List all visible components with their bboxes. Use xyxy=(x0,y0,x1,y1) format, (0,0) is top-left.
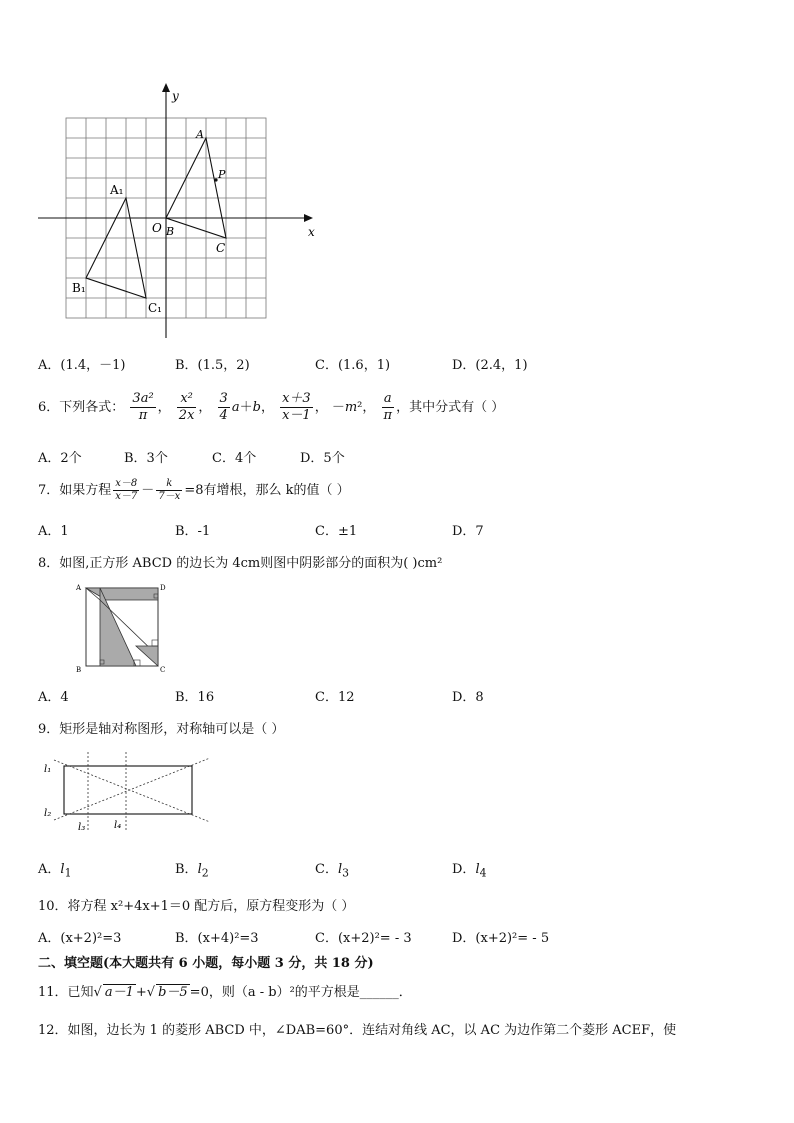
q6-option-a: A．2个 xyxy=(38,451,82,466)
label-c: C xyxy=(216,241,226,255)
label-l2: l₂ xyxy=(44,808,52,819)
y-axis-label: y xyxy=(172,89,179,103)
q6-suffix: ，其中分式有（ ） xyxy=(396,400,505,415)
q10-option-b: B．(x+4)²=3 xyxy=(175,931,259,946)
q10-option-a: A．(x+2)²=3 xyxy=(38,931,122,946)
label-p: P xyxy=(218,168,226,181)
axes xyxy=(38,86,310,338)
triangle-abc xyxy=(166,138,226,238)
x-axis-arrow xyxy=(304,214,313,222)
expr-x3-over-x1: $\frac{x+3}{x-1}$ xyxy=(282,391,311,423)
coordinate-figure xyxy=(30,80,330,342)
q9-option-b: B．$l_2$ xyxy=(175,862,209,880)
q7-suffix: =8有增根，那么 k的值（ ） xyxy=(184,483,350,498)
expr-k-over-7x: $\frac{k}{7-x}$ xyxy=(158,478,181,502)
expr-neg-m2: －m² xyxy=(331,400,363,415)
x-axis-label: x xyxy=(308,225,315,239)
q10-stem: 10．将方程 x²+4x+1＝0 配方后，原方程变形为（ ） xyxy=(38,899,355,914)
q5-option-d: D．(2.4，1) xyxy=(452,358,528,373)
label-sq-c: C xyxy=(160,666,166,674)
q6-option-b: B．3个 xyxy=(124,451,168,466)
q8-option-a: A．4 xyxy=(38,690,69,705)
q6-stem: 6．下列各式： $\frac{\text{3a²}}{\pi}$ ， $\frac{\text{x²}}{2x}$ ， $\frac{3}{4}$ a＋b， $\frac{x+3}{x-1}$ ， －m²， $\frac{a}{\pi}$ ，其中分式有（ ） xyxy=(38,391,505,423)
square-figure xyxy=(72,580,172,680)
q7-option-a: A．1 xyxy=(38,524,69,539)
label-a: A xyxy=(196,128,204,141)
expr-3-over-4: $\frac{3}{4}$ xyxy=(219,391,228,423)
q8-option-b: B．16 xyxy=(175,690,215,705)
origin-label: O xyxy=(152,221,162,235)
label-l1: l₁ xyxy=(44,764,52,775)
triangle-a1b1c1 xyxy=(86,198,146,298)
label-sq-d: D xyxy=(160,584,166,592)
q7-option-c: C．±1 xyxy=(315,524,358,539)
expr-3a2-over-pi: $\frac{\text{3a²}}{\pi}$ xyxy=(132,391,154,423)
expr-x8-over-x7: $\frac{x-8}{x-7}$ xyxy=(115,478,138,502)
label-b1: B₁ xyxy=(72,281,86,295)
q7-option-b: B．-1 xyxy=(175,524,211,539)
label-b: B xyxy=(166,225,175,238)
label-sq-b: B xyxy=(76,666,82,674)
label-l3: l₃ xyxy=(78,822,86,832)
q6-option-d: D．5个 xyxy=(300,451,345,466)
section-2-heading: 二、填空题(本大题共有 6 小题，每小题 3 分，共 18 分) xyxy=(38,956,374,971)
q6-option-c: C．4个 xyxy=(212,451,257,466)
q5-option-b: B．(1.5，2) xyxy=(175,358,250,373)
q9-stem: 9．矩形是轴对称图形，对称轴可以是（ ） xyxy=(38,722,285,737)
q12-stem: 12．如图，边长为 1 的菱形 ABCD 中，∠DAB=60°．连结对角线 AC，以 AC 为边作第二个菱形 ACEF，使 xyxy=(38,1023,677,1038)
label-a1: A₁ xyxy=(110,183,124,197)
q7-option-d: D．7 xyxy=(452,524,484,539)
radical-a-1: a－1 xyxy=(104,985,134,1000)
q8-option-d: D．8 xyxy=(452,690,484,705)
q11-stem: 11．已知√ a－1 +√ b－5 =0，则（a - b）²的平方根是______． xyxy=(38,985,412,1000)
q11-prefix: 11．已知 xyxy=(38,985,94,1000)
q10-option-c: C．(x+2)²= - 3 xyxy=(315,931,412,946)
rectangle-figure xyxy=(40,752,220,832)
label-l4: l₄ xyxy=(114,820,122,831)
expr-x2-over-2x: $\frac{\text{x²}}{2x}$ xyxy=(178,391,195,423)
q5-option-c: C．(1.6，1) xyxy=(315,358,391,373)
q9-option-d: D．$l_4$ xyxy=(452,862,487,880)
q11-suffix: =0，则（a - b）²的平方根是______． xyxy=(189,985,412,1000)
q7-stem: 7．如果方程 $\frac{x-8}{x-7}$ － $\frac{k}{7-x}$ =8有增根，那么 k的值（ ） xyxy=(38,478,350,502)
q10-option-d: D．(x+2)²= - 5 xyxy=(452,931,550,946)
label-sq-a: A xyxy=(76,584,82,592)
q9-option-a: A．$l_1$ xyxy=(38,862,72,880)
q8-stem: 8．如图,正方形 ABCD 的边长为 4cm则图中阴影部分的面积为( )cm² xyxy=(38,556,443,571)
q8-option-c: C．12 xyxy=(315,690,355,705)
expr-a-over-pi: $\frac{a}{\pi}$ xyxy=(383,391,393,423)
q9-option-c: C．$l_3$ xyxy=(315,862,350,880)
radical-b-5: b－5 xyxy=(158,985,188,1000)
q5-option-a: A．(1.4，－1) xyxy=(38,358,126,373)
q7-prefix: 7．如果方程 xyxy=(38,483,112,498)
q6-prefix: 6．下列各式： xyxy=(38,400,125,415)
y-axis-arrow xyxy=(162,83,170,92)
label-c1: C₁ xyxy=(148,301,162,315)
